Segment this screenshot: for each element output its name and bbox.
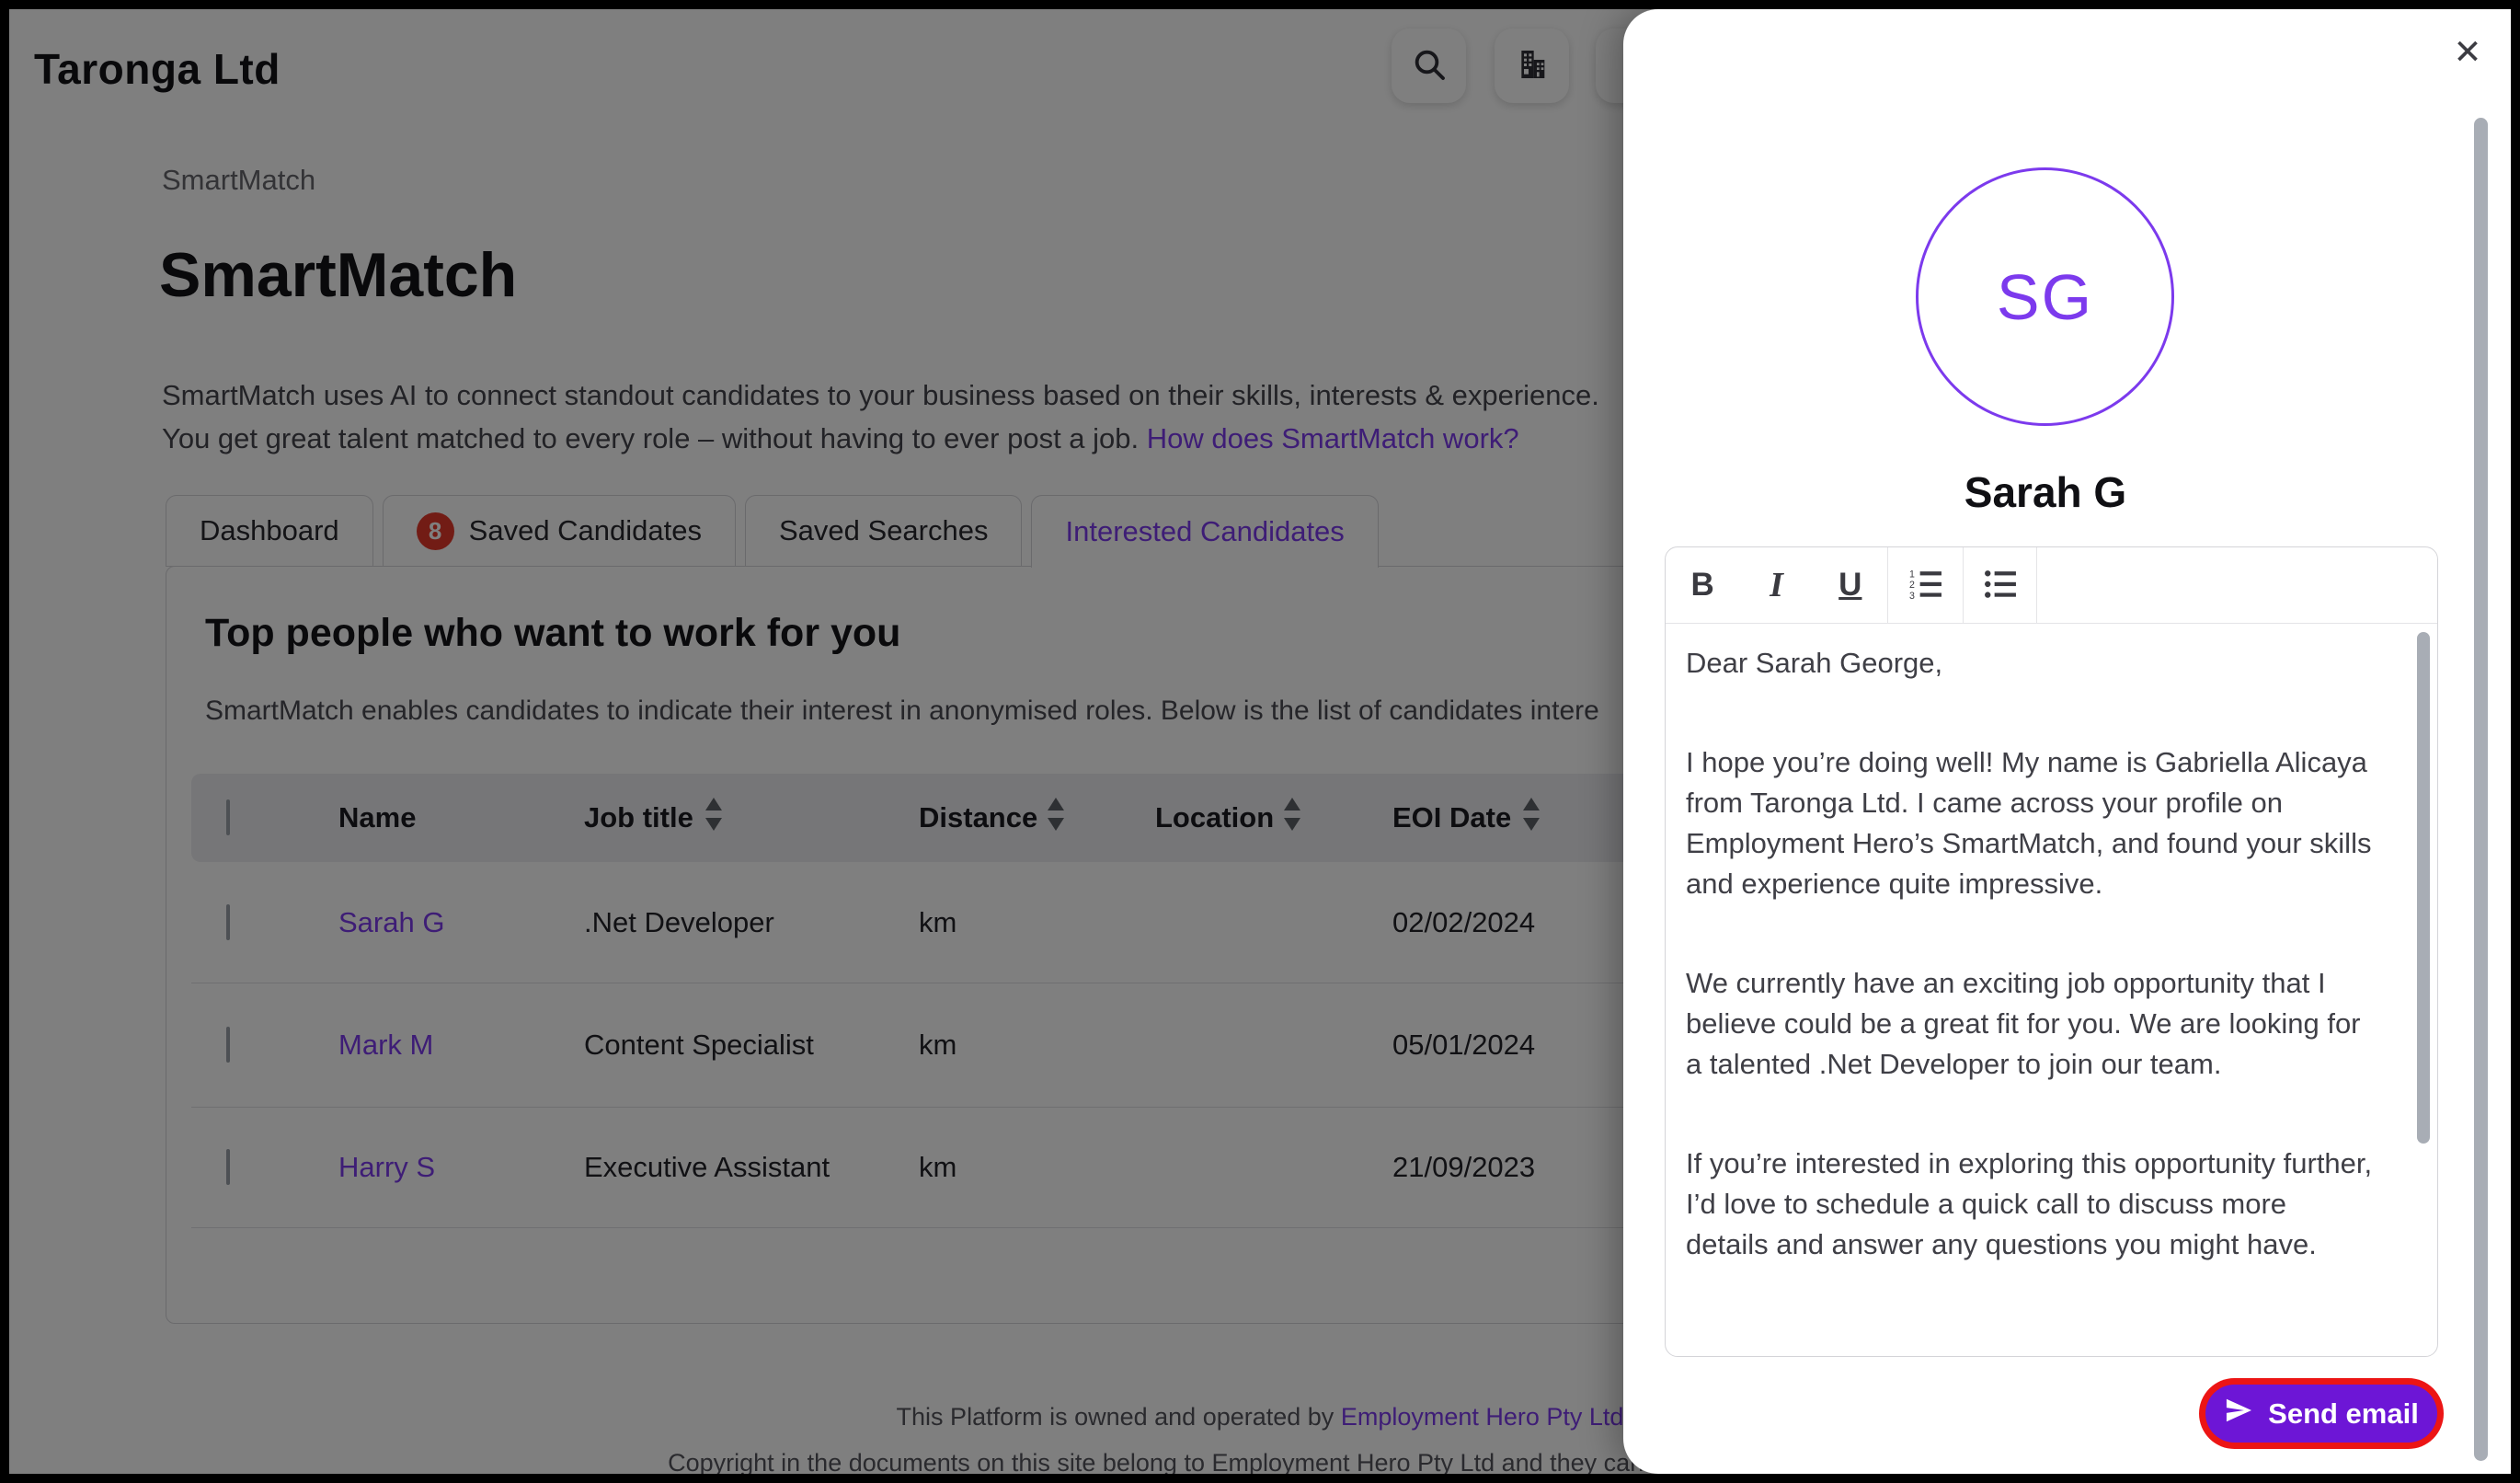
avatar-initials: SG	[1996, 260, 2094, 333]
smartmatch-page	[9, 9, 2511, 1474]
candidate-name-heading: Sarah G	[1964, 468, 2127, 516]
unordered-list-group	[1964, 547, 2037, 623]
text-style-group	[1666, 547, 1888, 623]
email-paragraph: Dear Sarah George,	[1686, 647, 1943, 679]
paper-plane-icon	[2224, 1396, 2253, 1432]
svg-text:3: 3	[1908, 590, 1915, 602]
drawer-scrollbar[interactable]	[2474, 118, 2488, 1461]
rich-text-toolbar	[1666, 547, 2437, 624]
unordered-list-icon[interactable]	[1975, 559, 2026, 611]
ordered-list-group	[1888, 547, 1964, 623]
close-icon[interactable]: ✕	[2445, 29, 2491, 75]
avatar	[1916, 167, 2174, 426]
email-body-editor[interactable]	[1666, 623, 2437, 1356]
email-candidate-drawer	[1623, 9, 2511, 1474]
svg-text:1: 1	[1908, 569, 1915, 581]
email-paragraph: If you’re interested in exploring this opportunity further, I’d love to schedule a quick call to discuss more details and answer any questions you might have.	[1686, 1147, 2373, 1260]
send-email-label: Send email	[2268, 1397, 2419, 1430]
editor-scrollbar[interactable]	[2417, 632, 2430, 1144]
email-paragraph: We currently have an exciting job opportunity that I believe could be a great fit for you. We are looking for a talented .Net Developer to join our team.	[1686, 967, 2361, 1080]
italic-icon[interactable]: I	[1750, 559, 1802, 611]
underline-icon[interactable]: U	[1825, 559, 1876, 611]
bold-icon[interactable]: B	[1677, 559, 1728, 611]
send-email-button[interactable]	[2205, 1385, 2437, 1443]
ordered-list-icon[interactable]	[1900, 559, 1952, 611]
svg-text:2: 2	[1908, 580, 1915, 592]
email-paragraph: I hope you’re doing well! My name is Gabriella Alicaya from Taronga Ltd. I came across your profile on Employment Hero’s SmartMatch, and found your skills and experience quite impressive.	[1686, 746, 2372, 900]
email-compose-box	[1665, 546, 2438, 1357]
